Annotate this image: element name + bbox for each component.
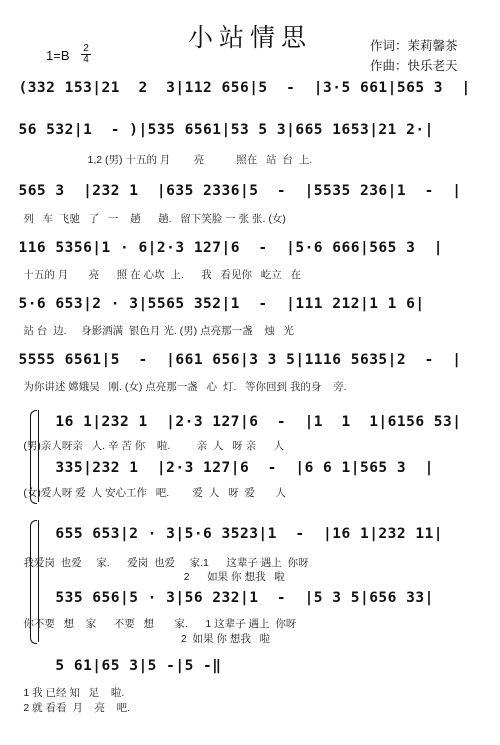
notation-line: 565 3 |232 1 |635 2336|5 - |5535 236|1 - | <box>0 183 462 199</box>
notation-line: 56 532|1 - )|535 6561|53 5 3|665 1653|21 2·| <box>0 122 434 138</box>
notation-line: 5 61|65 3|5 -|5 -‖ <box>0 658 222 674</box>
notation-line: 335|232 1 |2·3 127|6 - |6 6 1|565 3 | <box>0 460 434 476</box>
song-title: 小站情思 <box>187 23 312 52</box>
lyric-line: 你不要 想 家 不要 想 家. 1 这辈子 遇上 你呀 <box>0 618 297 630</box>
lyric-line: 1 我 已经 知 足 啦. <box>0 687 125 699</box>
notation-line: 535 656|5 · 3|56 232|1 - |5 3 5|656 33| <box>0 590 434 606</box>
lyric-line: (女)爱人呀 爱 人 安心工作 吧. 爱 人 呀 爱 人 <box>0 487 286 499</box>
notation-line: 655 653|2 · 3|5·6 3523|1 - |16 1|232 11| <box>0 526 444 542</box>
notation-line: 16 1|232 1 |2·3 127|6 - |1 1 1|6156 53| <box>0 414 462 430</box>
lyric-line: 我爱岗 也爱 家. 爱岗 也爱 家.1 这辈子 遇上 你呀 <box>0 557 309 569</box>
notation-line: 5555 6561|5 - |661 656|3 3 5|1116 5635|2 - | <box>0 352 462 368</box>
lyric-line: 2 就 看看 月 亮 吧. <box>0 702 131 714</box>
notation-line: (332 153|21 2 3|112 656|5 - |3·5 661|565 3 | <box>0 80 471 96</box>
notation-line: 5·6 653|2 · 3|5565 352|1 - |111 212|1 1 6| <box>0 296 425 312</box>
lyric-line: 站 台 边. 身影洒满 银色月 光. (男) 点亮那一盏 烛 光 <box>0 325 295 337</box>
lyric-line: 为你讲述 嫦娥吴 刚. (女) 点亮那一盏 心 灯. 等你回到 我的身 旁. <box>0 381 347 393</box>
time-signature <box>80 44 92 65</box>
lyric-line: 1,2 (男) 十五的 月 亮 照在 站 台 上. <box>0 154 313 166</box>
lyric-line: 十五的 月 亮 照 在 心坎 上. 我 看见你 屹立 在 <box>0 269 302 281</box>
lyric-line: (男)亲人呀亲 人. 辛 苦 你 啦. 亲 人 呀 亲 人 <box>0 440 285 452</box>
lyric-line: 2 如果 你 想我 啦 <box>0 571 285 583</box>
lyric-line: 列 车 飞驰 了 一 趟 趟. 留下笑脸 一 张 张. (女) <box>0 213 286 225</box>
key-signature: 1=B <box>46 48 70 63</box>
time-signature-bottom: 4 <box>83 54 89 65</box>
notation-line: 116 5356|1 · 6|2·3 127|6 - |5·6 666|565 3 | <box>0 240 444 256</box>
lyric-line: 2 如果 你 想我 啦 <box>0 633 271 645</box>
lyricist-credit: 作词：茉莉馨茶 <box>370 39 458 53</box>
time-signature-top: 2 <box>83 43 89 54</box>
composer-credit: 作曲：快乐老天 <box>370 59 458 73</box>
